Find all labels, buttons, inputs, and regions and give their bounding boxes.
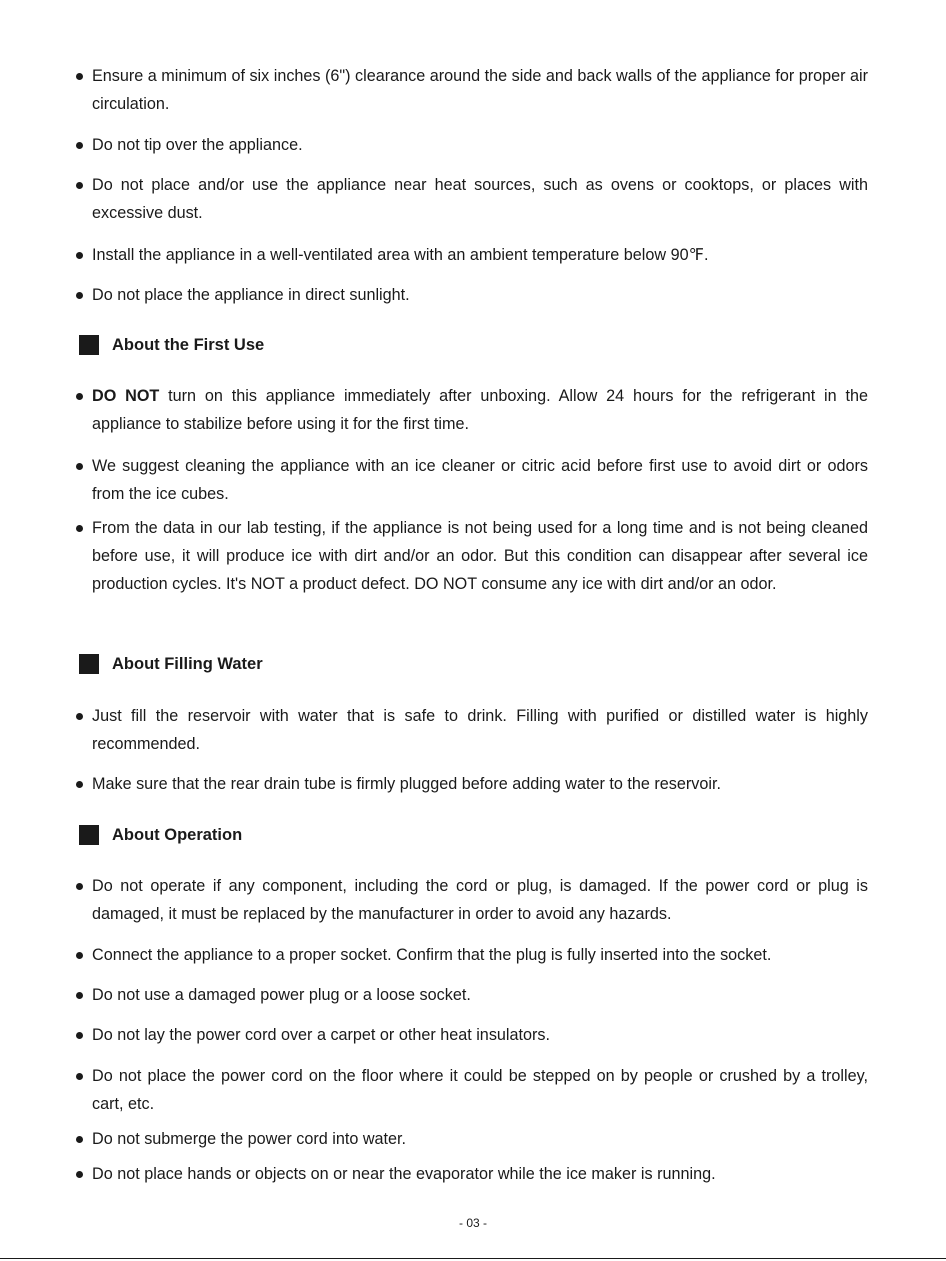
bullet-text: Connect the appliance to a proper socket. Confirm that the plug is fully inserted into the socket. [92, 946, 772, 964]
bullet-carpet [76, 1021, 868, 1049]
bullet-dot [76, 73, 83, 80]
bullet-text: We suggest cleaning the appliance with an ice cleaner or citric acid before first use to avoid dirt or odors from the ice cubes. [92, 457, 868, 503]
bullet-dot [76, 463, 83, 470]
bullet-do-not-turn-on [76, 382, 868, 438]
bullet-text: Do not tip over the appliance. [92, 136, 303, 154]
bottom-divider [0, 1258, 946, 1259]
section-heading-first-use [79, 334, 264, 356]
section-marker-icon [79, 335, 99, 355]
bullet-text: Do not place and/or use the appliance near heat sources, such as ovens or cooktops, or places with excessive dust. [92, 176, 868, 222]
bullet-dot [76, 781, 83, 788]
bullet-text [92, 382, 868, 438]
bullet-body: turn on this appliance immediately after unboxing. Allow 24 hours for the refrigerant in the appliance to stabilize before using it for the first time. [92, 387, 868, 433]
page-number: - 03 - [458, 1216, 487, 1230]
section-heading-filling-water [79, 653, 263, 675]
bullet-clearance [76, 62, 868, 118]
bullet-damaged-component [76, 872, 868, 928]
bullet-dot [76, 1073, 83, 1080]
bullet-drain-tube [76, 770, 868, 798]
bullet-text: Install the appliance in a well-ventilated area with an ambient temperature below 90℉. [92, 246, 709, 264]
bullet-text: Make sure that the rear drain tube is firmly plugged before adding water to the reservoir. [92, 775, 721, 793]
bullet-dot [76, 1032, 83, 1039]
bullet-proper-socket [76, 941, 868, 969]
section-heading-operation [79, 824, 242, 846]
bullet-dot [76, 992, 83, 999]
bullet-text: Do not lay the power cord over a carpet or other heat insulators. [92, 1026, 550, 1044]
bullet-heat-sources [76, 171, 868, 227]
bullet-cleaning [76, 452, 868, 508]
section-marker-icon [79, 654, 99, 674]
bullet-evaporator [76, 1160, 868, 1188]
bullet-text: Do not use a damaged power plug or a loose socket. [92, 986, 471, 1004]
bullet-text: Do not submerge the power cord into water. [92, 1130, 407, 1148]
bullet-dot [76, 182, 83, 189]
bullet-dot [76, 252, 83, 259]
bullet-floor-cord [76, 1062, 868, 1118]
bullet-text: Do not place hands or objects on or near the evaporator while the ice maker is running. [92, 1165, 716, 1183]
bullet-dot [76, 952, 83, 959]
bullet-text: Ensure a minimum of six inches (6") clearance around the side and back walls of the appliance for proper air circulation. [92, 67, 868, 113]
bullet-text: Do not place the appliance in direct sunlight. [92, 286, 410, 304]
bullet-dot [76, 393, 83, 400]
bullet-text: Just fill the reservoir with water that is safe to drink. Filling with purified or distilled water is highly recommended. [92, 707, 868, 753]
bullet-dot [76, 292, 83, 299]
bullet-dot [76, 713, 83, 720]
bullet-dot [76, 883, 83, 890]
bullet-damaged-plug [76, 981, 868, 1009]
bullet-dot [76, 1171, 83, 1178]
bullet-text: Do not operate if any component, including the cord or plug, is damaged. If the power cord or plug is damaged, it must be replaced by the manufacturer in order to avoid any hazards. [92, 877, 868, 923]
bullet-tip-over [76, 131, 868, 159]
bullet-dot [76, 1136, 83, 1143]
section-heading-text: About the First Use [112, 336, 265, 354]
bullet-safe-water [76, 702, 868, 758]
bullet-dot [76, 142, 83, 149]
bullet-lab-testing [76, 514, 868, 598]
section-marker-icon [79, 825, 99, 845]
section-heading-text: About Filling Water [112, 655, 263, 673]
section-heading-text: About Operation [112, 826, 243, 844]
bullet-submerge [76, 1125, 868, 1153]
bullet-text: From the data in our lab testing, if the appliance is not being used for a long time and is not being cleaned before use, it will produce ice with dirt and/or an odor. But this condition can disappear after several ice production cycles. It's NOT a product defect. DO NOT consume any ice with dirt and/or an odor. [92, 519, 868, 593]
bullet-text: Do not place the power cord on the floor where it could be stepped on by people or crushed by a trolley, cart, etc. [92, 1067, 868, 1113]
bullet-ventilation [76, 241, 868, 269]
bullet-sunlight [76, 281, 868, 309]
bullet-lead: DO NOT [92, 387, 160, 405]
bullet-dot [76, 525, 83, 532]
